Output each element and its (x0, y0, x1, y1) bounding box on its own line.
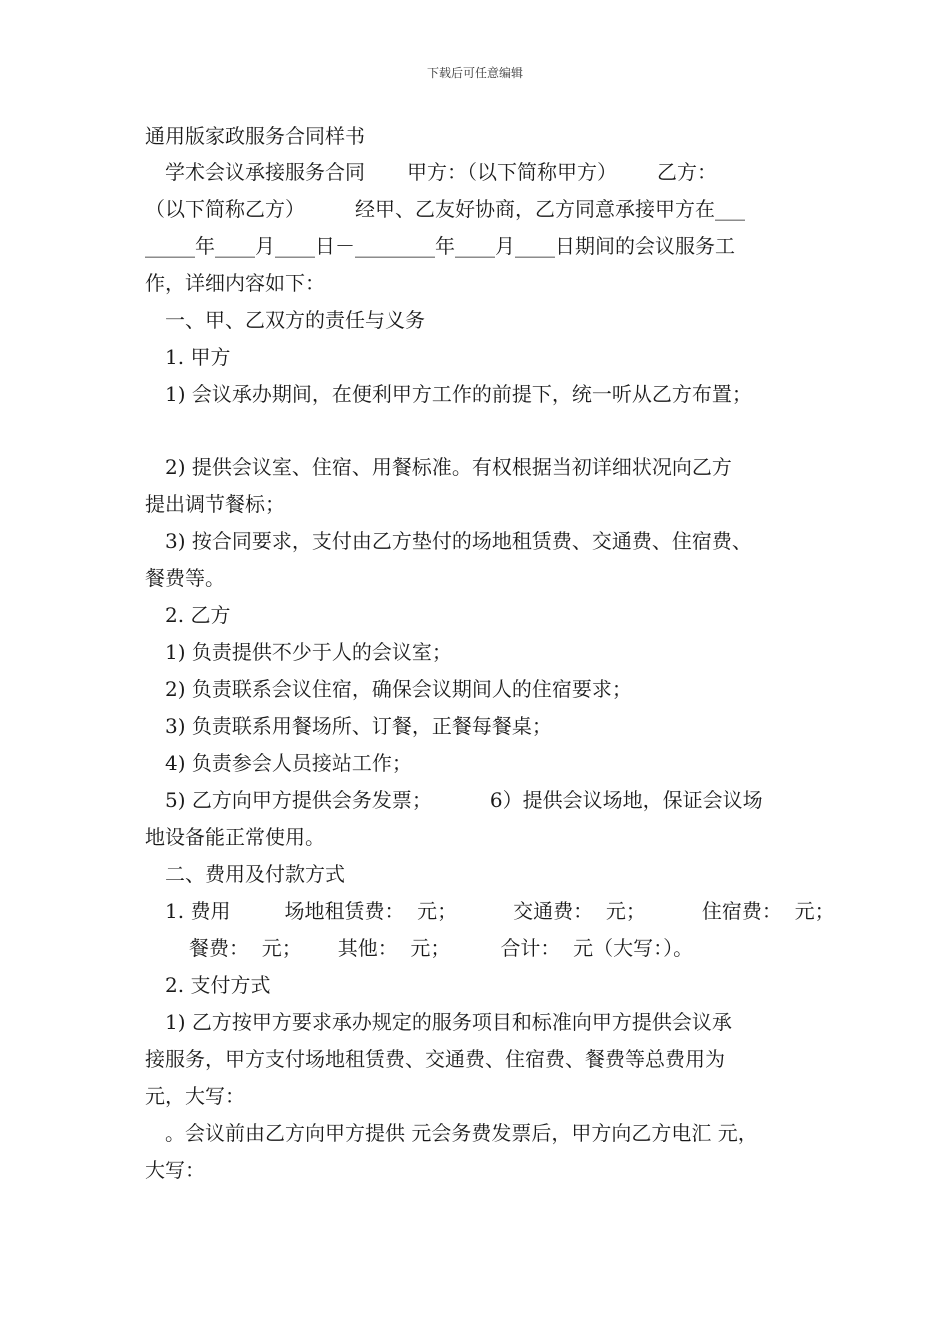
party-a-item-3-line-1: 3) 按合同要求，支付由乙方垫付的场地租赁费、交通费、住宿费、 (165, 529, 752, 553)
party-b-item-4: 4) 负责参会人员接站工作； (165, 751, 412, 775)
party-b-item-5-6: 5) 乙方向甲方提供会务发票； 6）提供会议场地，保证会议场 (165, 788, 763, 812)
paragraph-intro-line-3: _____年____月____日－________年____月____日期间的会议服务工 (145, 234, 735, 258)
subsection-heading-party-b: 2. 乙方 (165, 603, 231, 627)
payment-item-1-line-1: 1) 乙方按甲方要求承办规定的服务项目和标准向甲方提供会议承 (165, 1010, 732, 1034)
paragraph-intro-line-4: 作，详细内容如下： (145, 271, 325, 295)
party-b-item-2: 2) 负责联系会议住宿，确保会议期间人的住宿要求； (165, 677, 632, 701)
party-b-item-3: 3) 负责联系用餐场所、订餐，正餐每餐桌； (165, 714, 552, 738)
document-title: 通用版家政服务合同样书 (145, 124, 365, 148)
page-header: 下载后可任意编辑 (426, 66, 523, 80)
payment-item-2-line-1: 。会议前由乙方向甲方提供 元会务费发票后，甲方向乙方电汇 元， (165, 1121, 758, 1145)
party-b-item-1: 1) 负责提供不少于人的会议室； (165, 640, 452, 664)
paragraph-intro-line-1: 学术会议承接服务合同 甲方：（以下简称甲方） 乙方： (165, 160, 717, 184)
fees-line-2: 餐费： 元； 其他： 元； 合计： 元（大写：）。 (189, 936, 694, 960)
party-b-item-6-continued: 地设备能正常使用。 (145, 825, 325, 849)
party-a-item-2-line-1: 2) 提供会议室、住宿、用餐标准。有权根据当初详细状况向乙方 (165, 455, 732, 479)
subsection-heading-payment: 2. 支付方式 (165, 973, 271, 997)
payment-item-1-line-3: 元，大写： (145, 1084, 245, 1108)
subsection-heading-party-a: 1. 甲方 (165, 345, 231, 369)
payment-item-1-line-2: 接服务，甲方支付场地租赁费、交通费、住宿费、餐费等总费用为 (145, 1047, 725, 1071)
fees-line-1: 1. 费用 场地租赁费： 元； 交通费： 元； 住宿费： 元； (165, 899, 835, 923)
party-a-item-1: 1) 会议承办期间，在便利甲方工作的前提下，统一听从乙方布置； (165, 382, 752, 406)
party-a-item-2-line-2: 提出调节餐标； (145, 492, 285, 516)
party-a-item-3-line-2: 餐费等。 (145, 566, 225, 590)
payment-item-2-line-2: 大写： (145, 1158, 205, 1182)
section-heading-2: 二、费用及付款方式 (165, 862, 345, 886)
section-heading-1: 一、甲、乙双方的责任与义务 (165, 308, 425, 332)
paragraph-intro-line-2: （以下简称乙方） 经甲、乙友好协商，乙方同意承接甲方在___ (145, 197, 745, 221)
